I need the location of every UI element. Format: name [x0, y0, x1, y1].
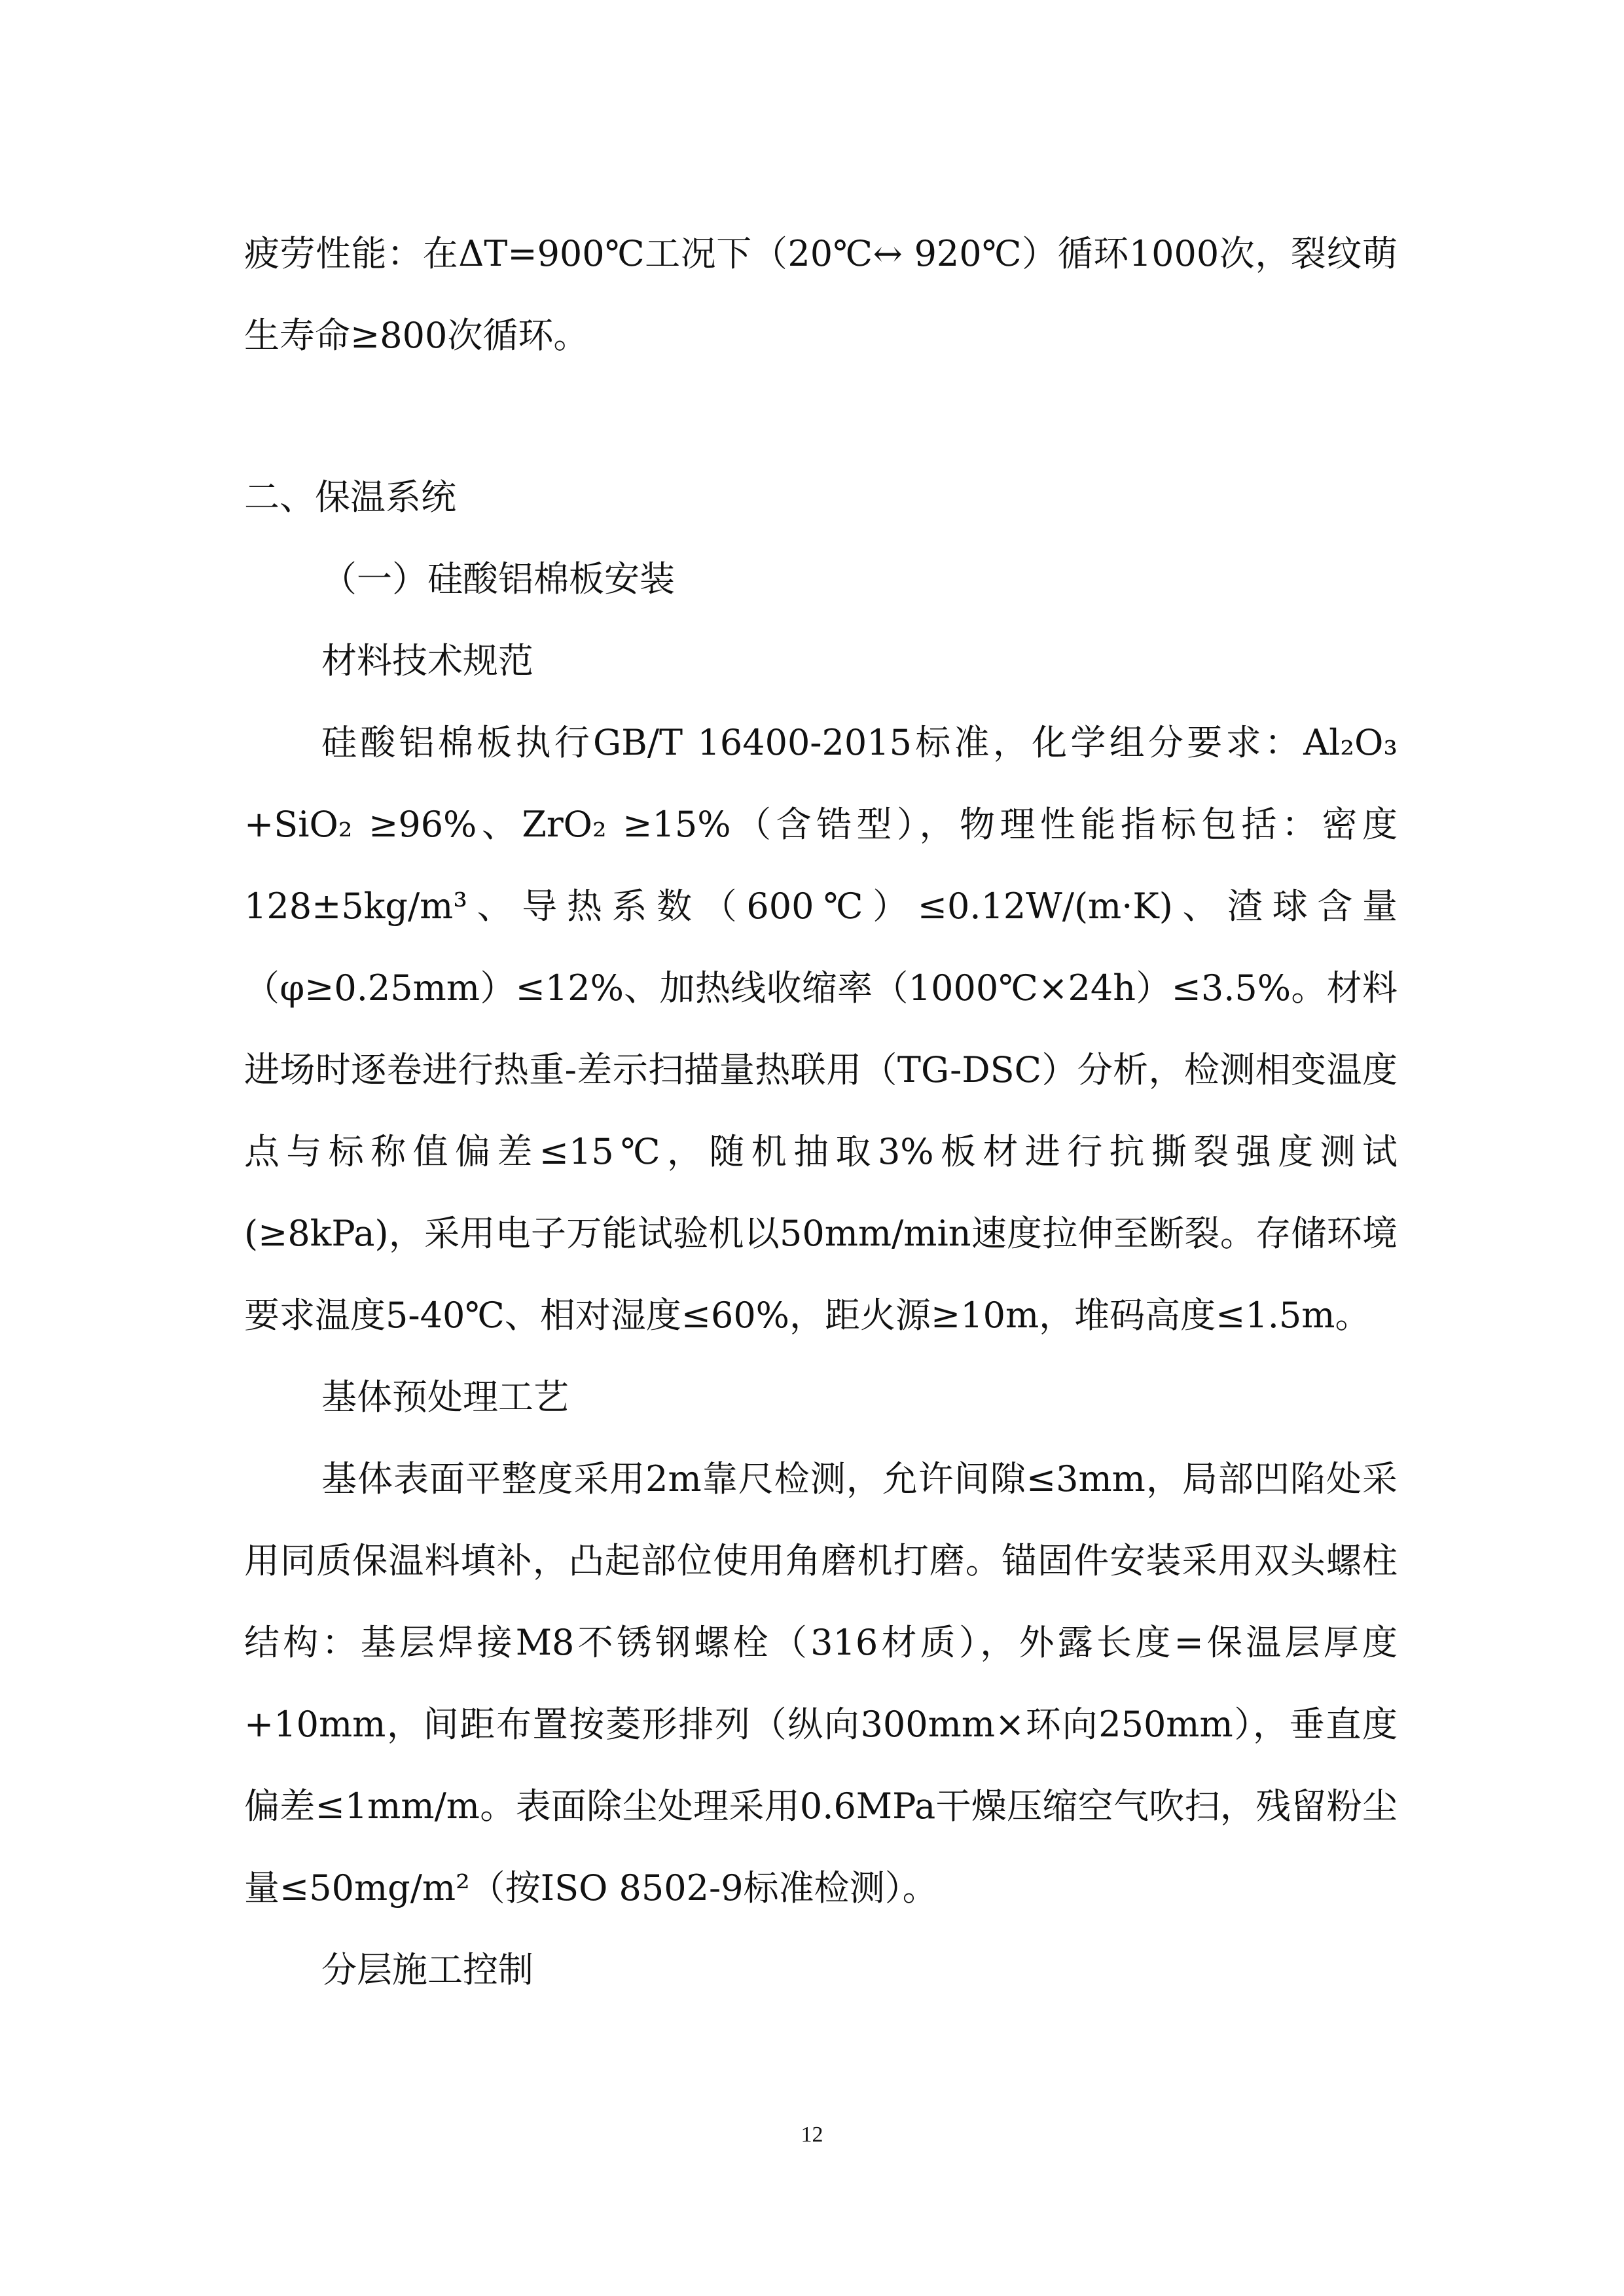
fatigue-performance-paragraph: 疲劳性能：在ΔT=900℃工况下（20℃↔ 920℃）循环1000次，裂纹萌生寿命≥800次循环。 [244, 233, 1398, 356]
document-body [244, 213, 1398, 2011]
substrate-pretreatment-paragraph: 基体表面平整度采用2m靠尺检测，允许间隙≤3mm，局部凹陷处采用同质保温料填补，凸起部位使用角磨机打磨。锚固件安装采用双头螺柱结构：基层焊接M8不锈钢螺栓（316材质），外露长度=保温层厚度+10mm，间距布置按菱形排列（纵向300mm×环向250mm），垂直度偏差≤1mm/m。表面除尘处理采用0.6MPa干燥压缩空气吹扫，残留粉尘量≤50mg/m²（按ISO 8502-9标准检测）。 [244, 1458, 1398, 1909]
section-heading-insulation-system: 二、保温系统 [244, 476, 456, 518]
subsection-heading-aluminum-silicate-board: （一）硅酸铝棉板安装 [321, 558, 675, 600]
page-number: 12 [801, 2123, 823, 2147]
heading-substrate-pretreatment: 基体预处理工艺 [321, 1376, 569, 1418]
heading-layered-construction-control: 分层施工控制 [321, 1949, 533, 1990]
material-specification-paragraph: 硅酸铝棉板执行GB/T 16400-2015标准，化学组分要求：Al₂O₃ +SiO₂ ≥96%、ZrO₂ ≥15%（含锆型），物理性能指标包括：密度128±5kg/m³、导热系数（600℃）≤0.12W/(m·K)、渣球含量（φ≥0.25mm）≤12%、加热线收缩率（1000℃×24h）≤3.5%。材料进场时逐卷进行热重-差示扫描量热联用（TG-DSC）分析，检测相变温度点与标称值偏差≤15℃，随机抽取3%板材进行抗撕裂强度测试(≥8kPa)，采用电子万能试验机以50mm/min速度拉伸至断裂。存储环境要求温度5-40℃、相对湿度≤60%，距火源≥10m，堆码高度≤1.5m。 [244, 722, 1398, 1336]
heading-material-specification: 材料技术规范 [321, 640, 533, 681]
